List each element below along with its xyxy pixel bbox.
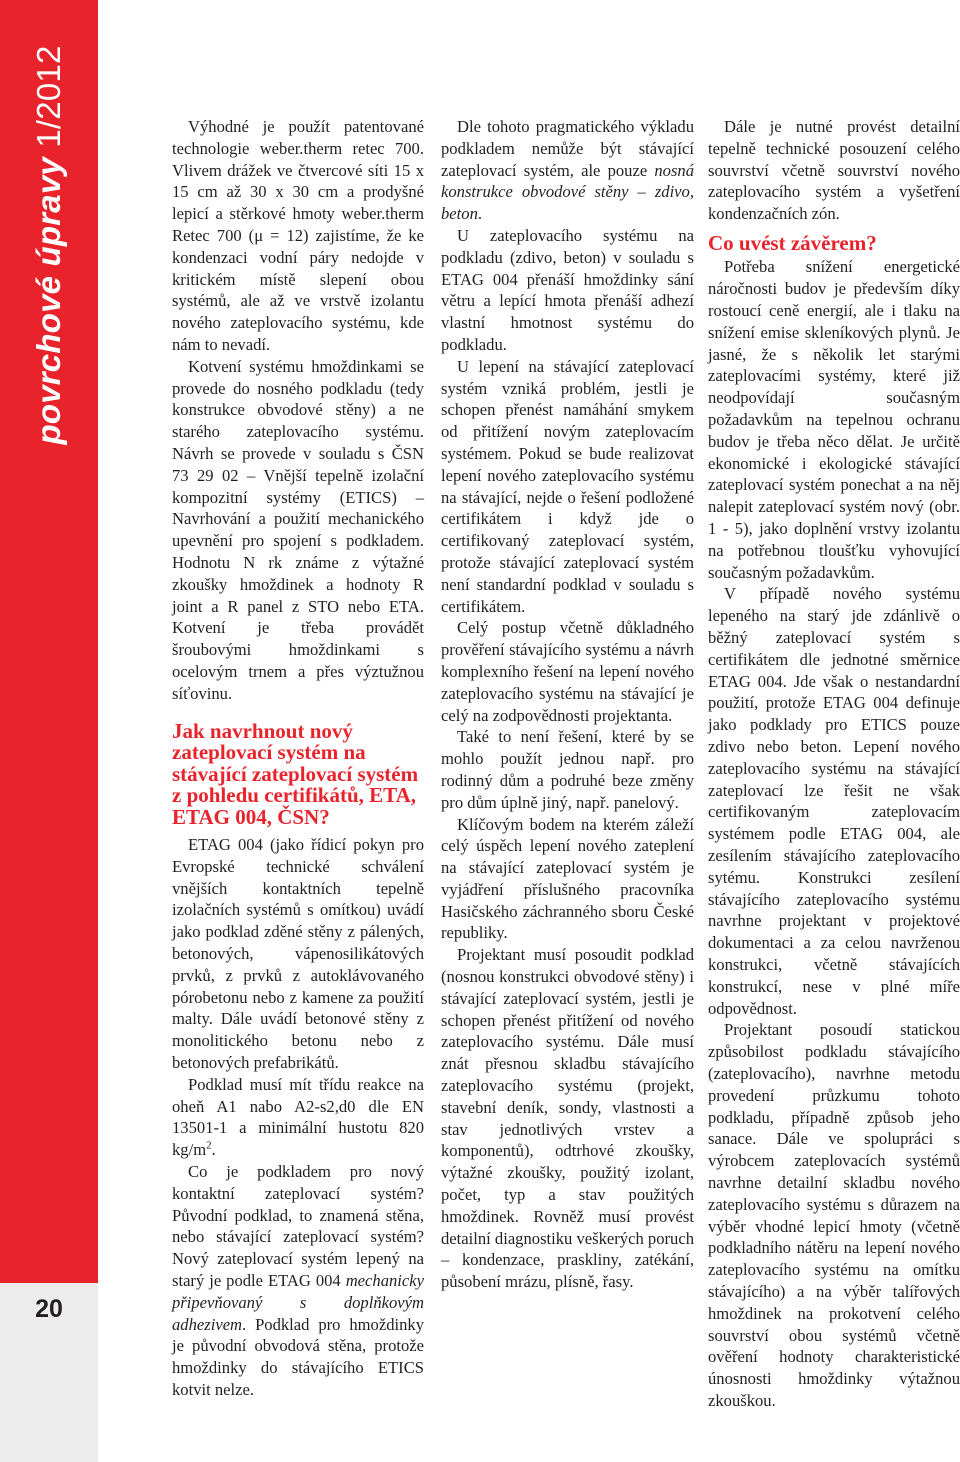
paragraph: Projektant musí posoudit podklad (nosnou konstrukci obvodové stěny) i stávající zateplovací systém, jestli je schopen přenést přitížení od nového zateplovacího systému. Dále musí znát přesnou skladbu stávajícího zateplovacího systému (projekt, stavební deník, sondy, vlastnosti a stav jednotlivých vrstev a komponentů), odtrhové zkoušky, výtažné zkoušky, použitý izolant, počet, typ a stav použitých hmoždinek. Rovněž musí provést detailní diagnostiku veškerých poruch – kondenzace, praskliny, zatékání, působení mrázu, plísně, řasy.: [441, 945, 694, 1292]
paragraph: [172, 1161, 424, 1401]
text-column-3: [708, 116, 960, 1412]
italic-text: mechanicky připevňovaný s doplňkovým adhezivem: [172, 1270, 424, 1334]
paragraph: ETAG 004 (jako řídicí pokyn pro Evropské technické schválení vnějších kontaktních tepelně izolačních systémů s omítkou) uvádí jako podklad zděné stěny z pálených, betonových, vápenosilikátových prvků, z prvků z autoklávovaného pórobetonu nebo z kamene za použití malty. Dále uvádí betonové stěny z monolitického betonu nebo z betonových prefabrikátů.: [172, 835, 424, 1072]
text-column-2: [441, 116, 694, 1293]
paragraph-text: .: [211, 1140, 216, 1160]
paragraph: Výhodné je použít patentované technologie weber.therm retec 700. Vlivem drážek ve čtvercové síti 15 x 15 cm až 30 x 30 cm a prodyšné lepicí a stěrkové hmoty weber.therm Retec 700 (μ = 12) zajistíme, že ke kondenzaci vodní páry nedojde v kritickém místě slepení obou systémů, ale až ve vrstvě izolantu nového zateplovacího systému, kde nám to nevadí.: [172, 117, 424, 354]
magazine-title: [30, 46, 68, 445]
paragraph: Kotvení systému hmoždinkami se provede do nosného podkladu (tedy konstrukce obvodové stěny) a ne starého zateplovacího systému. Návrh se provede v souladu s ČSN 73 29 02 – Vnější tepelně izolační kompozitní systémy (ETICS) – Navrhování a použití mechanického upevnění pro spojení s podkladem. Hodnotu N rk známe z výtažné zkoušky hmoždinek a hodnoty R joint a R panel z STO nebo ETA. Kotvení je třeba provádět šroubovými hmoždinkami s ocelovým trnem a přes výztužnou síťovinu.: [172, 356, 424, 703]
paragraph: Celý postup včetně důkladného prověření stávajícího systému a návrh komplexního řešení na lepení nového zateplovacího systému na stávající je celý na zodpovědnosti projektanta.: [441, 618, 694, 725]
italic-text: nosná konstrukce obvodové stěny – zdivo, beton: [441, 160, 694, 224]
paragraph: V případě nového systému lepeného na starý jde zdánlivě o běžný zateplovací systém s certifikátem dle jednotné směrnice ETAG 004. Jde však o nestandardní použití, protože ETAG 004 definuje jako podklady pro ETICS pouze zdivo nebo beton. Lepení nového zateplovacího systému na stávající zateplovací lze řešit ne však certifikovaným zateplovacím systémem podle ETAG 004, ale zesílením stávajícího zateplovacího sytému. Konstrukci zesílení stávajícího zateplovacího systému navrhne projektant v projektové dokumentaci a za celou navrženou konstrukci, včetně stávajících konstrukcí, nese v plné míře odpovědnost.: [708, 584, 960, 1018]
page-number: 20: [35, 1295, 63, 1323]
paragraph-text: Podklad musí mít třídu reakce na oheň A1 nabo A2-s2,d0 dle EN 13501-1 a minimální hustotu 820 kg/m: [172, 1074, 424, 1160]
paragraph-text: .: [477, 204, 483, 224]
paragraph: Také to není řešení, které by se mohlo použít jednou např. pro rodinný dům a podruhé beze změny pro dům úplně jiný, např. panelový.: [441, 727, 694, 812]
paragraph: [172, 1074, 424, 1161]
paragraph-text: Dle tohoto pragmatického výkladu podkladem nemůže být stávající zateplovací systém, ale pouze: [441, 117, 694, 180]
paragraph: Potřeba snížení energetické náročnosti budov je především díky rostoucí ceně energií, ale i tlaku na snížení emise skleníkových plynů. Je jasné, že s několik let starými zateplovacími systémy, které již neodpovídají současným požadavkům na tepelnou ochranu budov je třeba něco dělat. Je určitě ekonomické i ekologické stávající zateplovací systém ponechat a na něj nalepit zateplovací systém nový (obr. 1 - 5), jako doplnění vrstvy izolantu na potřebnou tloušťku vyhovující současným požadavkům.: [708, 257, 960, 582]
paragraph: U zateplovacího systému na podkladu (zdivo, beton) v souladu s ETAG 004 přenáší hmoždinky sání větru a lepící hmota přenáší adhezí vlastní hmotnost systému do podkladu.: [441, 225, 694, 354]
paragraph-text: . Podklad pro hmoždinky je původní obvodová stěna, protože hmoždinky do stávajícího ETICS kotvit nelze.: [172, 1314, 424, 1399]
paragraph: Klíčovým bodem na kterém záleží celý úspěch lepení nového zateplení na stávající zateplovací systém je vyjádření příslušného pracovníka Hasičského záchranného sboru České republiky.: [441, 814, 694, 943]
issue-number: 1/2012: [30, 45, 67, 148]
text-column-1: [172, 116, 424, 1401]
paragraph: Dále je nutné provést detailní tepelně technické posouzení celého souvrství včetně souvrství nového zateplovacího systém a vyšetření kondenzačních zón.: [708, 117, 960, 224]
paragraph: [441, 116, 694, 225]
paragraph: U lepení na stávající zateplovací systém vzniká problém, jestli je schopen přenést namáhání smykem od přitížení novým zateplovacím systémem. Pokud se bude realizovat lepení nového zateplovacího systému na stávající, nejde o řešení podložené certifikátem i když jde o certifikovaný zateplovací systém, protože stávající zateplovací systém není standardní podklad v souladu s certifikátem.: [441, 356, 694, 616]
paragraph-text: Co je podkladem pro nový kontaktní zateplovací systém? Původní podklad, to znamená stěna, nebo stávající zateplovací systém? Nový zateplovací systém lepený na starý je podle ETAG 004: [172, 1161, 424, 1290]
section-heading: Jak navrhnout nový zateplovací systém na stávající zateplovací systém z pohledu certifikátů, ETA, ETAG 004, ČSN?: [172, 718, 419, 829]
magazine-name: povrchové úpravy: [30, 157, 67, 445]
superscript: 2: [206, 1139, 212, 1152]
paragraph: Projektant posoudí statickou způsobilost podkladu stávajícího (zateplovacího), navrhne metodu provedení průzkumu tohoto podkladu, případně způsob jeho sanace. Dále ve spolupráci s výrobcem zateplovacích systémů navrhne detailní skladbu nového zateplovacího systému s důrazem na výběr vhodné lepicí hmoty (včetně podkladního nátěru na lepení nového zateplovacího systému na omítku stávajícího) a na výběr talířových hmoždinek na prokotvení celého souvrství obou systémů včetně ověření hodnoty charakteristické únosnosti hmoždinky výtažnou zkouškou.: [708, 1020, 960, 1410]
section-heading: Co uvést závěrem?: [708, 230, 877, 255]
